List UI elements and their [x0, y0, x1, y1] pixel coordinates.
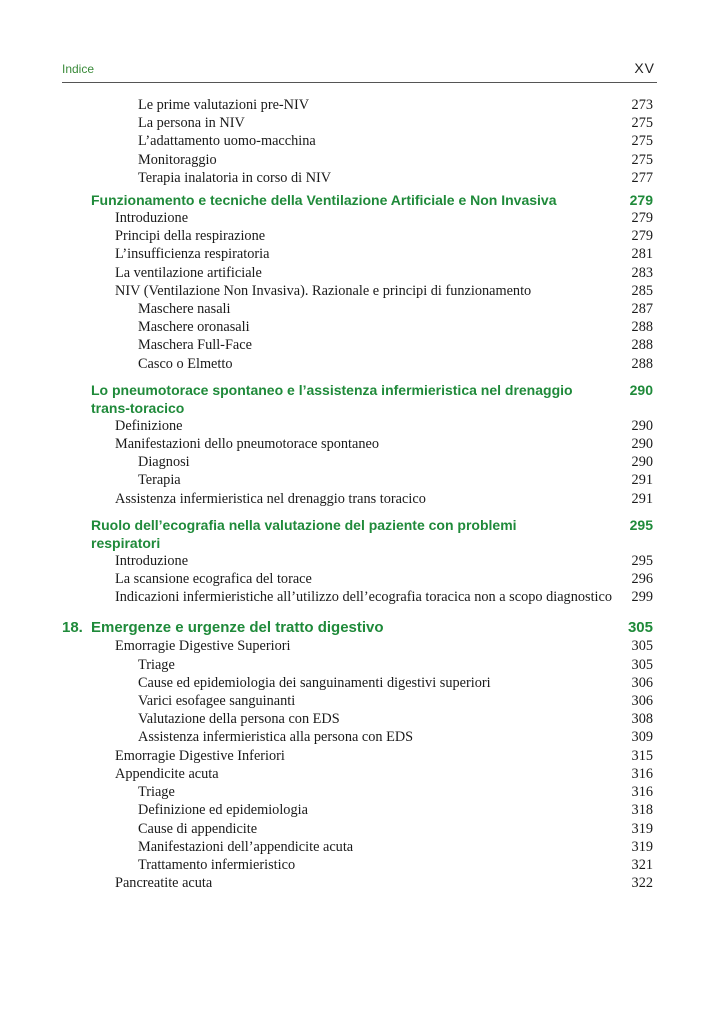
toc-entry-title: NIV (Ventilazione Non Invasiva). Razionale e principi di funzionamento: [115, 282, 532, 299]
toc-entry-page: 290: [631, 454, 653, 471]
toc-entry[interactable]: [0, 169, 715, 187]
toc-entry-page: 290: [631, 417, 653, 434]
toc-entry-title: Cause di appendicite: [138, 820, 258, 837]
toc-entry[interactable]: [0, 227, 715, 245]
toc-entry-page: 318: [631, 802, 653, 819]
toc-entry-page: 308: [631, 711, 653, 728]
toc-entry[interactable]: [0, 355, 715, 373]
toc-entry[interactable]: [0, 245, 715, 263]
toc-entry-page: 306: [631, 693, 653, 710]
toc-entry-title: Funzionamento e tecniche della Ventilazione Artificiale e Non Invasiva: [91, 192, 557, 209]
toc-entry[interactable]: [0, 552, 715, 570]
toc-section[interactable]: [0, 516, 715, 552]
toc-entry-page: 315: [631, 747, 653, 764]
toc-entry-title: Introduzione: [115, 552, 189, 569]
toc-entry-title: Emorragie Digestive Superiori: [115, 638, 291, 655]
toc-entry-title: Trattamento infermieristico: [138, 856, 296, 873]
toc-entry-page: 321: [631, 856, 653, 873]
toc-entry-title: Lo pneumotorace spontaneo e l’assistenza infermieristica nel drenaggio trans-toracico: [91, 381, 573, 416]
toc-entry-page: 305: [631, 638, 653, 655]
toc-entry-page: 306: [631, 674, 653, 691]
toc-entry[interactable]: [0, 471, 715, 489]
toc-entry-title: Manifestazioni dell’appendicite acuta: [138, 838, 354, 855]
toc-entry-page: 279: [631, 210, 653, 227]
toc-entry-title: Casco o Elmetto: [138, 355, 233, 372]
toc-entry-title: Diagnosi: [138, 454, 190, 471]
toc-entry-title: Introduzione: [115, 210, 189, 227]
toc-entry[interactable]: [0, 282, 715, 300]
toc-entry-page: 309: [631, 729, 653, 746]
toc-entry-title: Le prime valutazioni pre-NIV: [138, 97, 310, 113]
toc-chapter[interactable]: [0, 618, 715, 637]
toc-entry-page: 299: [631, 589, 653, 606]
toc-entry[interactable]: [0, 820, 715, 838]
toc-entry[interactable]: [0, 417, 715, 435]
toc-entry[interactable]: [0, 209, 715, 227]
toc-entry-title: Monitoraggio: [138, 151, 217, 168]
toc-section[interactable]: [0, 381, 715, 417]
table-of-contents: [0, 96, 715, 892]
toc-entry-page: 288: [631, 355, 653, 372]
toc-entry-page: 290: [631, 436, 653, 453]
toc-entry-title: Manifestazioni dello pneumotorace spontaneo: [115, 436, 380, 453]
toc-entry[interactable]: [0, 710, 715, 728]
toc-entry-page: 305: [631, 656, 653, 673]
toc-entry[interactable]: [0, 490, 715, 508]
toc-entry-title: Definizione: [115, 417, 183, 434]
toc-entry-page: 291: [631, 490, 653, 507]
toc-entry-title: Terapia inalatoria in corso di NIV: [138, 169, 332, 186]
toc-entry-page: 285: [631, 282, 653, 299]
toc-entry[interactable]: [0, 151, 715, 169]
page-header: [62, 58, 657, 83]
toc-entry[interactable]: [0, 874, 715, 892]
toc-entry[interactable]: [0, 856, 715, 874]
toc-entry-page: 283: [631, 264, 653, 281]
page-number-roman: XV: [634, 60, 655, 76]
toc-entry-title: Varici esofagee sanguinanti: [138, 693, 296, 710]
toc-entry-title: Principi della respirazione: [115, 228, 266, 245]
toc-entry-title: Ruolo dell’ecografia nella valutazione del paziente con problemi respiratori: [91, 516, 517, 551]
toc-entry-title: Terapia: [138, 472, 181, 489]
toc-entry-title: Pancreatite acuta: [115, 875, 213, 892]
toc-entry-page: 279: [631, 228, 653, 245]
toc-entry[interactable]: [0, 637, 715, 655]
toc-entry[interactable]: [0, 570, 715, 588]
toc-entry-title: Definizione ed epidemiologia: [138, 802, 308, 819]
toc-entry[interactable]: [0, 96, 715, 114]
toc-entry-title: La ventilazione artificiale: [115, 264, 262, 281]
toc-entry-title: Assistenza infermieristica nel drenaggio trans toracico: [115, 490, 426, 507]
toc-entry-page: 275: [631, 151, 653, 168]
toc-entry-page: 277: [631, 169, 653, 186]
toc-entry-title: Cause ed epidemiologia dei sanguinamenti digestivi superiori: [138, 674, 491, 691]
toc-entry-title: Emergenze e urgenze del tratto digestivo: [91, 619, 384, 637]
toc-entry-page: 281: [631, 246, 653, 263]
toc-entry-page: 273: [631, 97, 653, 113]
toc-entry-title: La persona in NIV: [138, 115, 245, 132]
toc-entry-title: L’adattamento uomo-macchina: [138, 133, 316, 150]
toc-section[interactable]: [0, 191, 715, 209]
toc-entry-title: La scansione ecografica del torace: [115, 571, 312, 588]
toc-entry-page: 288: [631, 319, 653, 336]
toc-entry-title: Assistenza infermieristica alla persona con EDS: [138, 729, 414, 746]
toc-entry-page: 287: [631, 301, 653, 318]
toc-entry-page: 319: [631, 820, 653, 837]
toc-entry-title: Maschera Full-Face: [138, 337, 252, 354]
toc-entry[interactable]: [0, 336, 715, 354]
toc-entry[interactable]: [0, 801, 715, 819]
toc-entry-title: L’insufficienza respiratoria: [115, 246, 270, 263]
toc-entry-title: Maschere oronasali: [138, 319, 250, 336]
toc-entry[interactable]: [0, 318, 715, 336]
toc-entry-page: 279: [629, 192, 653, 209]
toc-entry-title: Appendicite acuta: [115, 765, 219, 782]
toc-entry[interactable]: [0, 783, 715, 801]
toc-entry[interactable]: [0, 728, 715, 746]
toc-entry-page: 288: [631, 337, 653, 354]
toc-entry-page: 295: [629, 516, 653, 533]
toc-entry-page: 319: [631, 838, 653, 855]
toc-entry-title: Indicazioni infermieristiche all’utilizzo dell’ecografia toracica non a scopo diagnostico: [115, 589, 613, 606]
toc-entry[interactable]: [0, 692, 715, 710]
toc-entry[interactable]: [0, 838, 715, 856]
toc-entry[interactable]: [0, 264, 715, 282]
chapter-number: 18.: [62, 619, 83, 637]
toc-entry[interactable]: [0, 588, 715, 606]
toc-entry-title: Valutazione della persona con EDS: [138, 711, 340, 728]
toc-entry[interactable]: [0, 453, 715, 471]
toc-entry-page: 316: [631, 784, 653, 801]
toc-entry-page: 290: [629, 381, 653, 398]
toc-entry[interactable]: [0, 300, 715, 318]
toc-entry-page: 275: [631, 115, 653, 132]
toc-entry-page: 295: [631, 552, 653, 569]
toc-entry-title: Triage: [138, 656, 175, 673]
toc-entry[interactable]: [0, 656, 715, 674]
toc-entry[interactable]: [0, 765, 715, 783]
toc-entry-page: 275: [631, 133, 653, 150]
toc-entry-page: 305: [627, 619, 653, 637]
toc-entry-title: Emorragie Digestive Inferiori: [115, 747, 285, 764]
toc-entry-page: 316: [631, 765, 653, 782]
toc-entry[interactable]: [0, 114, 715, 132]
toc-entry-title: Triage: [138, 784, 175, 801]
running-head-section: Indice: [62, 62, 95, 76]
toc-entry[interactable]: [0, 435, 715, 453]
toc-entry-page: 296: [631, 571, 653, 588]
toc-entry[interactable]: [0, 132, 715, 150]
toc-entry-page: 291: [631, 472, 653, 489]
toc-entry-title: Maschere nasali: [138, 301, 231, 318]
toc-entry-page: 322: [631, 875, 653, 892]
toc-entry[interactable]: [0, 674, 715, 692]
toc-entry[interactable]: [0, 747, 715, 765]
